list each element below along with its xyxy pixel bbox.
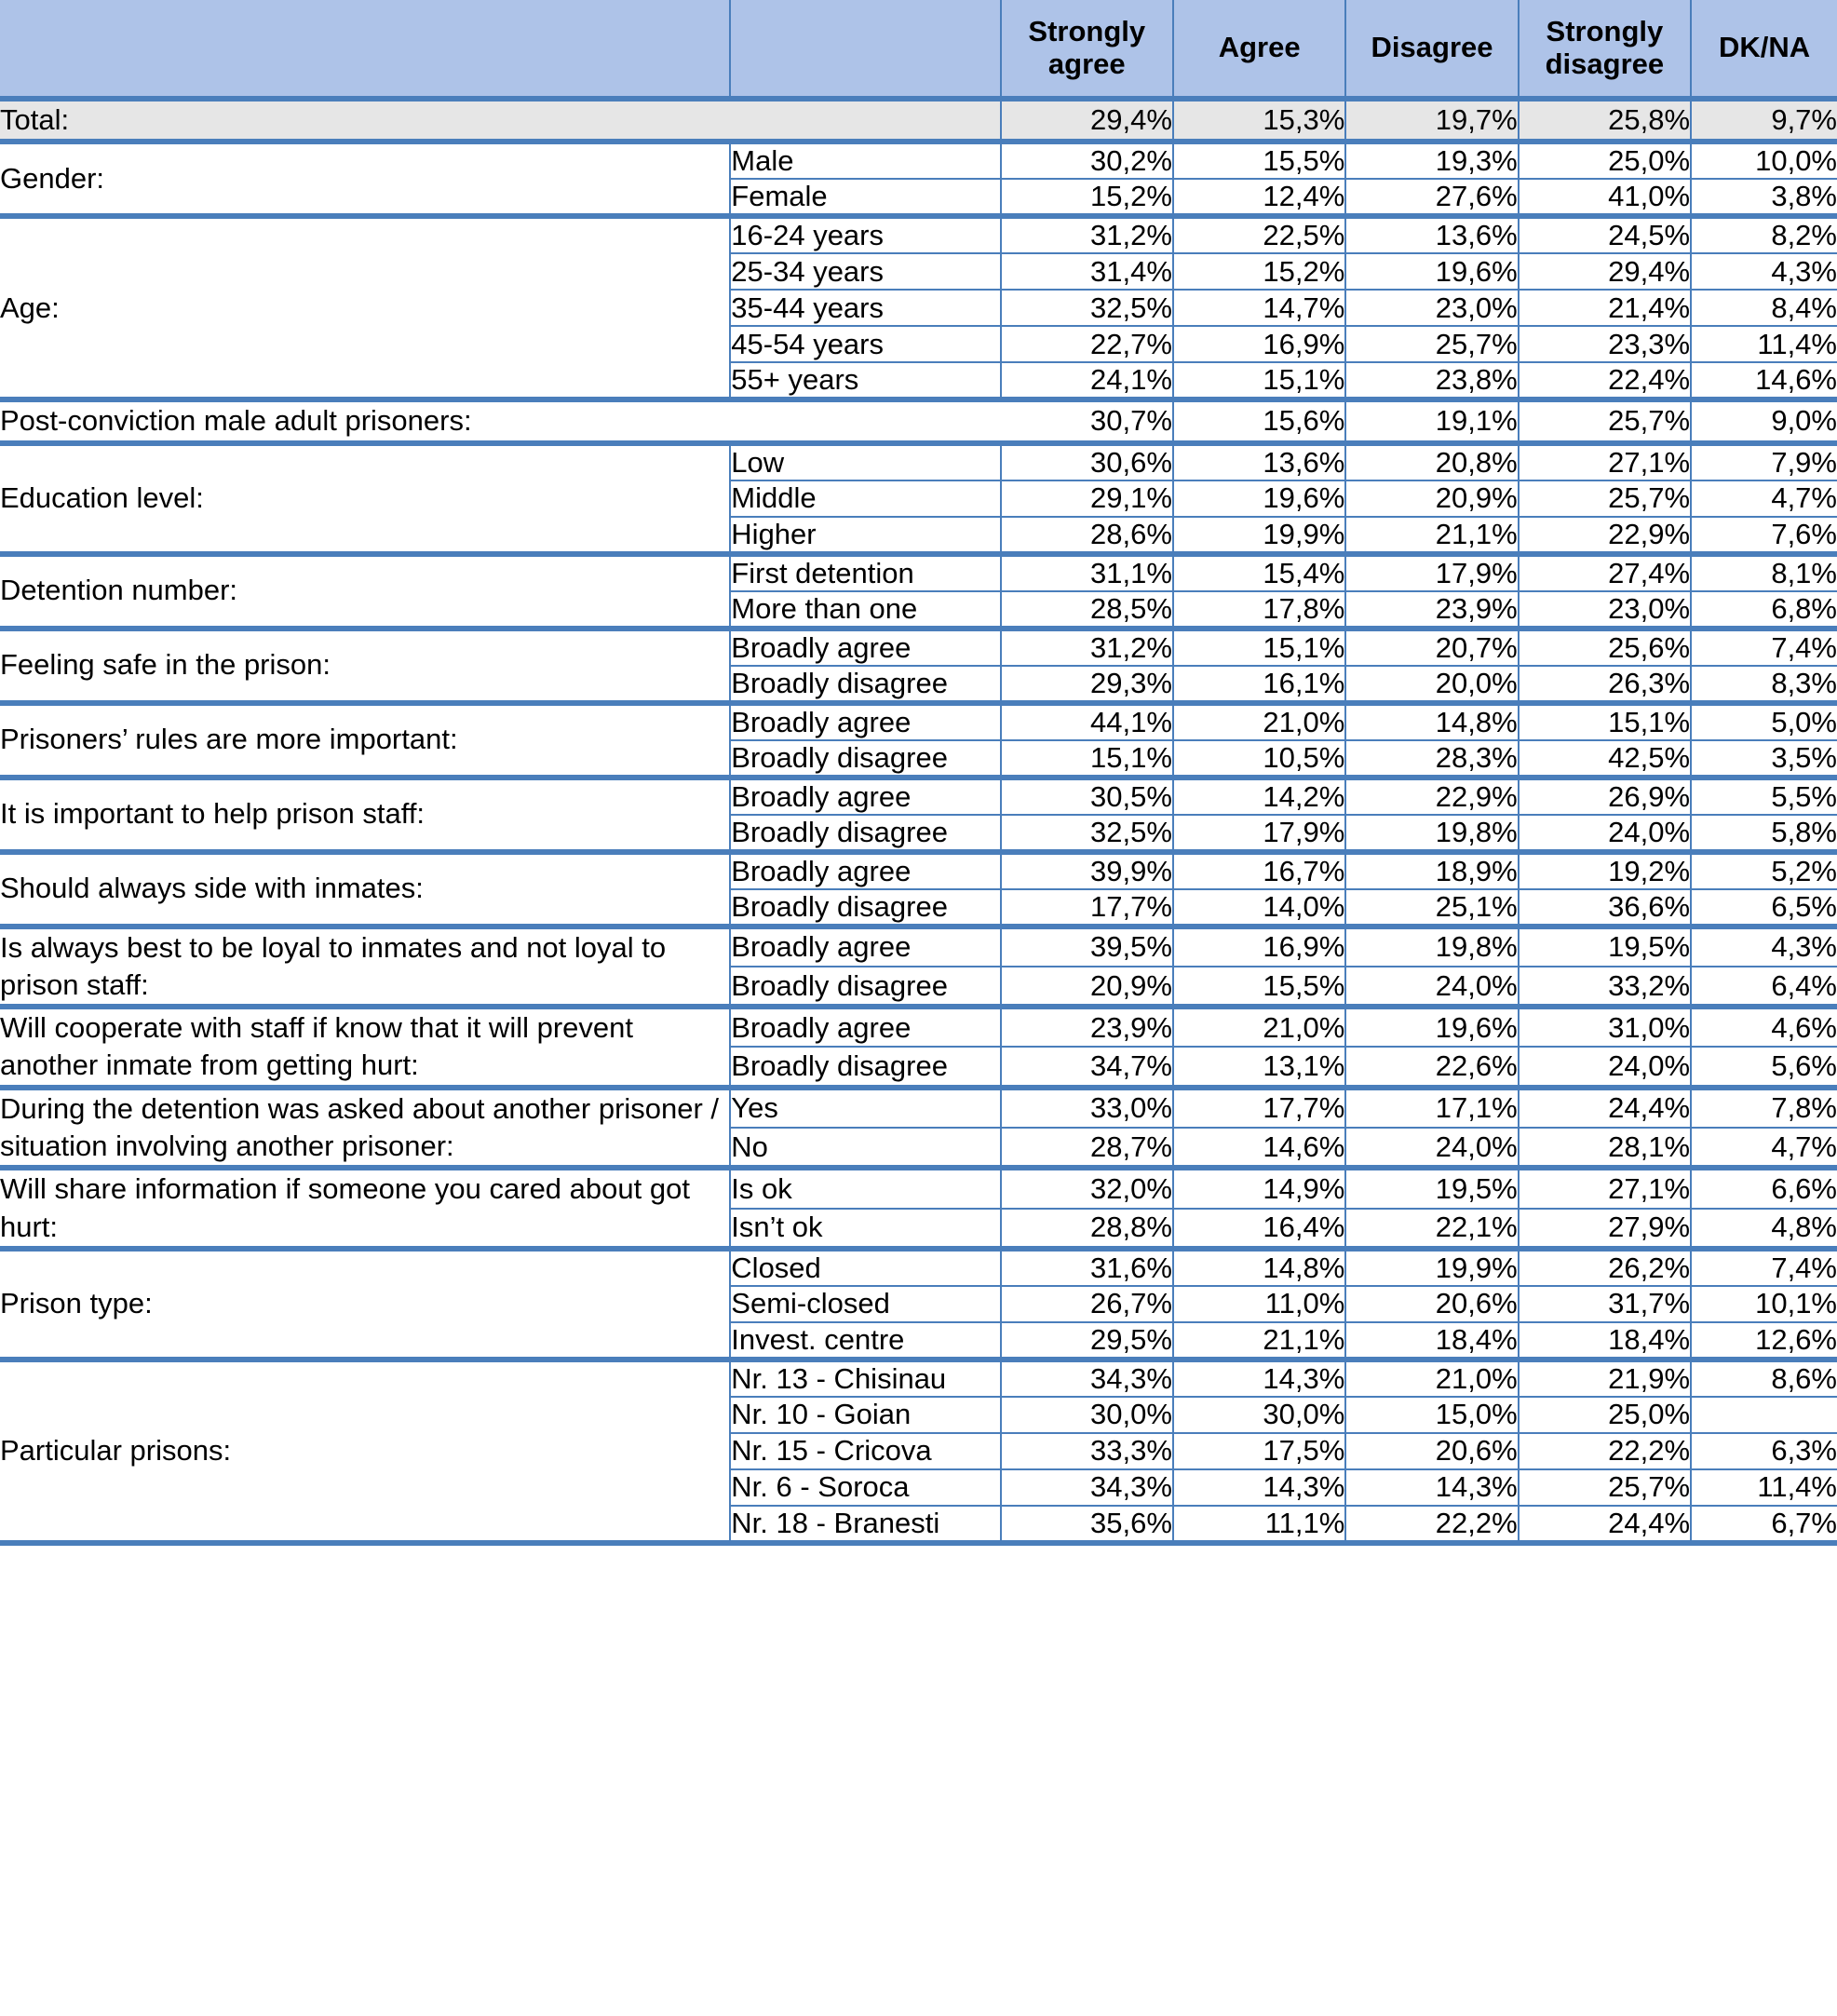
cell-value: 20,7%	[1345, 629, 1518, 666]
cell-value: 12,6%	[1691, 1322, 1837, 1360]
cell-value: 21,0%	[1173, 1007, 1345, 1047]
cell-value: 22,5%	[1173, 216, 1345, 253]
cell-value	[1691, 1397, 1837, 1433]
cell-value: 31,0%	[1519, 1007, 1691, 1047]
cell-value: 20,9%	[1345, 480, 1518, 517]
row-category-label: Feeling safe in the prison:	[0, 629, 730, 703]
row-category-label: Age:	[0, 216, 730, 399]
cell-value: 21,4%	[1519, 290, 1691, 326]
cell-value: 6,8%	[1691, 591, 1837, 629]
cell-value: 34,7%	[1001, 1047, 1173, 1087]
cell-value: 23,8%	[1345, 362, 1518, 399]
table-row	[0, 927, 1837, 967]
cell-value: 21,9%	[1519, 1360, 1691, 1397]
cell-value: 19,2%	[1519, 852, 1691, 889]
table-row	[0, 142, 1837, 179]
header-subcategory-blank	[730, 0, 1000, 99]
cell-value: 8,1%	[1691, 554, 1837, 591]
table-row	[0, 1007, 1837, 1047]
cell-value: 5,5%	[1691, 778, 1837, 815]
cell-value: 14,3%	[1173, 1469, 1345, 1506]
cell-value: 14,2%	[1173, 778, 1345, 815]
cell-value: 10,0%	[1691, 142, 1837, 179]
row-subcategory-label: Broadly disagree	[730, 740, 1000, 778]
cell-value: 4,3%	[1691, 927, 1837, 967]
cell-value: 11,4%	[1691, 1469, 1837, 1506]
cell-value: 14,9%	[1173, 1168, 1345, 1208]
row-subcategory-label: Yes	[730, 1088, 1000, 1128]
cell-value: 17,8%	[1173, 591, 1345, 629]
cell-value: 22,2%	[1345, 1506, 1518, 1543]
row-category-label: Will share information if someone you cared about got hurt:	[0, 1168, 730, 1249]
row-subcategory-label: First detention	[730, 554, 1000, 591]
cell-value: 14,0%	[1173, 889, 1345, 927]
cell-value: 15,5%	[1173, 142, 1345, 179]
cell-value: 24,0%	[1519, 1047, 1691, 1087]
cell-value: 14,6%	[1173, 1128, 1345, 1168]
cell-value: 21,0%	[1173, 703, 1345, 740]
cell-value: 6,6%	[1691, 1168, 1837, 1208]
row-category-label: Prison type:	[0, 1249, 730, 1360]
cell-value: 26,2%	[1519, 1249, 1691, 1286]
cell-value: 24,0%	[1345, 967, 1518, 1007]
cell-value: 25,7%	[1519, 1469, 1691, 1506]
cell-value: 23,3%	[1519, 326, 1691, 362]
row-subcategory-label: Broadly agree	[730, 703, 1000, 740]
cell-value: 39,5%	[1001, 927, 1173, 967]
cell-value: 22,6%	[1345, 1047, 1518, 1087]
row-subcategory-label: 25-34 years	[730, 253, 1000, 290]
cell-value: 19,8%	[1345, 815, 1518, 852]
cell-value: 39,9%	[1001, 852, 1173, 889]
cell-value: 15,5%	[1173, 967, 1345, 1007]
row-category-label: Is always best to be loyal to inmates and not loyal to prison staff:	[0, 927, 730, 1008]
cell-value: 29,1%	[1001, 480, 1173, 517]
cell-value: 6,5%	[1691, 889, 1837, 927]
row-subcategory-label: Broadly agree	[730, 1007, 1000, 1047]
table-row	[0, 443, 1837, 480]
cell-value: 21,1%	[1345, 517, 1518, 554]
cell-value: 31,6%	[1001, 1249, 1173, 1286]
cell-value: 22,9%	[1345, 778, 1518, 815]
row-subcategory-label: Broadly disagree	[730, 889, 1000, 927]
cell-value: 15,2%	[1001, 179, 1173, 216]
row-subcategory-label: Higher	[730, 517, 1000, 554]
cell-value: 20,8%	[1345, 443, 1518, 480]
cell-value: 30,7%	[1001, 399, 1173, 442]
cell-value: 24,4%	[1519, 1506, 1691, 1543]
cell-value: 16,4%	[1173, 1209, 1345, 1249]
cell-value: 23,9%	[1001, 1007, 1173, 1047]
row-subcategory-label: Male	[730, 142, 1000, 179]
cell-value: 25,0%	[1519, 1397, 1691, 1433]
cell-value: 25,6%	[1519, 629, 1691, 666]
cell-value: 19,6%	[1173, 480, 1345, 517]
header-agree: Agree	[1173, 0, 1345, 99]
cell-value: 32,0%	[1001, 1168, 1173, 1208]
cell-value: 28,8%	[1001, 1209, 1173, 1249]
cell-value: 17,9%	[1173, 815, 1345, 852]
cell-value: 27,9%	[1519, 1209, 1691, 1249]
cell-value: 22,1%	[1345, 1209, 1518, 1249]
cell-value: 8,6%	[1691, 1360, 1837, 1397]
cell-value: 10,1%	[1691, 1286, 1837, 1322]
cell-value: 15,1%	[1173, 362, 1345, 399]
table-row	[0, 554, 1837, 591]
cell-value: 30,2%	[1001, 142, 1173, 179]
cell-value: 6,4%	[1691, 967, 1837, 1007]
cell-value: 7,4%	[1691, 1249, 1837, 1286]
cell-value: 14,3%	[1345, 1469, 1518, 1506]
row-subcategory-label: Semi-closed	[730, 1286, 1000, 1322]
cell-value: 16,9%	[1173, 927, 1345, 967]
cell-value: 19,1%	[1345, 399, 1518, 442]
cell-value: 28,5%	[1001, 591, 1173, 629]
cell-value: 10,5%	[1173, 740, 1345, 778]
cell-value: 35,6%	[1001, 1506, 1173, 1543]
cell-value: 25,7%	[1345, 326, 1518, 362]
cell-value: 44,1%	[1001, 703, 1173, 740]
cell-value: 19,9%	[1173, 517, 1345, 554]
cell-value: 31,1%	[1001, 554, 1173, 591]
cell-value: 28,1%	[1519, 1128, 1691, 1168]
cell-value: 28,6%	[1001, 517, 1173, 554]
cell-value: 7,9%	[1691, 443, 1837, 480]
header-dk-na: DK/NA	[1691, 0, 1837, 99]
row-subcategory-label: Is ok	[730, 1168, 1000, 1208]
cell-value: 25,7%	[1519, 399, 1691, 442]
cell-value: 15,1%	[1173, 629, 1345, 666]
cell-value: 6,3%	[1691, 1433, 1837, 1469]
cell-value: 11,0%	[1173, 1286, 1345, 1322]
table-row	[0, 1168, 1837, 1208]
cell-value: 23,0%	[1345, 290, 1518, 326]
row-subcategory-label: Broadly disagree	[730, 815, 1000, 852]
table-row	[0, 703, 1837, 740]
cell-value: 14,3%	[1173, 1360, 1345, 1397]
cell-value: 5,2%	[1691, 852, 1837, 889]
cell-value: 7,6%	[1691, 517, 1837, 554]
cell-value: 20,6%	[1345, 1286, 1518, 1322]
cell-value: 15,0%	[1345, 1397, 1518, 1433]
row-subcategory-label: Female	[730, 179, 1000, 216]
cell-value: 18,4%	[1345, 1322, 1518, 1360]
cell-value: 14,7%	[1173, 290, 1345, 326]
cell-value: 25,8%	[1519, 99, 1691, 142]
cell-value: 18,9%	[1345, 852, 1518, 889]
cell-value: 24,1%	[1001, 362, 1173, 399]
header-disagree: Disagree	[1345, 0, 1518, 99]
cell-value: 24,0%	[1519, 815, 1691, 852]
cell-value: 15,3%	[1173, 99, 1345, 142]
cell-value: 26,7%	[1001, 1286, 1173, 1322]
cell-value: 19,6%	[1345, 253, 1518, 290]
cell-value: 22,4%	[1519, 362, 1691, 399]
cell-value: 17,5%	[1173, 1433, 1345, 1469]
cell-value: 19,5%	[1519, 927, 1691, 967]
cell-value: 11,1%	[1173, 1506, 1345, 1543]
row-subcategory-label: Middle	[730, 480, 1000, 517]
cell-value: 33,3%	[1001, 1433, 1173, 1469]
table-header	[0, 0, 1837, 99]
row-category-label: During the detention was asked about another prisoner / situation involving another prisoner:	[0, 1088, 730, 1169]
header-strongly-agree: Strongly agree	[1001, 0, 1173, 99]
cell-value: 23,9%	[1345, 591, 1518, 629]
table-row	[0, 852, 1837, 889]
cell-value: 16,7%	[1173, 852, 1345, 889]
table-row	[0, 1249, 1837, 1286]
table-row	[0, 216, 1837, 253]
cell-value: 9,7%	[1691, 99, 1837, 142]
cell-value: 31,2%	[1001, 629, 1173, 666]
row-subcategory-label: More than one	[730, 591, 1000, 629]
row-subcategory-label: Broadly disagree	[730, 967, 1000, 1007]
row-subcategory-label: Nr. 10 - Goian	[730, 1397, 1000, 1433]
cell-value: 21,0%	[1345, 1360, 1518, 1397]
row-subcategory-label: Isn’t ok	[730, 1209, 1000, 1249]
cell-value: 30,0%	[1001, 1397, 1173, 1433]
cell-value: 3,5%	[1691, 740, 1837, 778]
cell-value: 23,0%	[1519, 591, 1691, 629]
cell-value: 34,3%	[1001, 1469, 1173, 1506]
cell-value: 8,4%	[1691, 290, 1837, 326]
cell-value: 29,4%	[1001, 99, 1173, 142]
cell-value: 4,7%	[1691, 480, 1837, 517]
header-row	[0, 0, 1837, 99]
cell-value: 33,0%	[1001, 1088, 1173, 1128]
row-category-label: Gender:	[0, 142, 730, 216]
cell-value: 27,1%	[1519, 1168, 1691, 1208]
cell-value: 12,4%	[1173, 179, 1345, 216]
cell-value: 5,0%	[1691, 703, 1837, 740]
table-row	[0, 99, 1837, 142]
cell-value: 15,6%	[1173, 399, 1345, 442]
cell-value: 19,6%	[1345, 1007, 1518, 1047]
row-subcategory-label: 35-44 years	[730, 290, 1000, 326]
row-subcategory-label: Nr. 13 - Chisinau	[730, 1360, 1000, 1397]
table-row	[0, 399, 1837, 442]
cell-value: 31,7%	[1519, 1286, 1691, 1322]
row-subcategory-label: Broadly agree	[730, 927, 1000, 967]
cell-value: 8,3%	[1691, 666, 1837, 703]
cell-value: 31,2%	[1001, 216, 1173, 253]
row-subcategory-label: Broadly disagree	[730, 666, 1000, 703]
cell-value: 26,3%	[1519, 666, 1691, 703]
cell-value: 13,6%	[1173, 443, 1345, 480]
cell-value: 25,7%	[1519, 480, 1691, 517]
cell-value: 14,6%	[1691, 362, 1837, 399]
cell-value: 24,5%	[1519, 216, 1691, 253]
row-category-label: It is important to help prison staff:	[0, 778, 730, 852]
cell-value: 14,8%	[1345, 703, 1518, 740]
cell-value: 22,9%	[1519, 517, 1691, 554]
row-category-label: Prisoners’ rules are more important:	[0, 703, 730, 778]
cell-value: 28,7%	[1001, 1128, 1173, 1168]
cell-value: 25,1%	[1345, 889, 1518, 927]
row-subcategory-label: Nr. 15 - Cricova	[730, 1433, 1000, 1469]
cell-value: 8,2%	[1691, 216, 1837, 253]
cell-value: 4,8%	[1691, 1209, 1837, 1249]
cell-value: 19,5%	[1345, 1168, 1518, 1208]
cell-value: 25,0%	[1519, 142, 1691, 179]
cell-value: 21,1%	[1173, 1322, 1345, 1360]
cell-value: 27,6%	[1345, 179, 1518, 216]
cell-value: 15,1%	[1519, 703, 1691, 740]
table-row	[0, 629, 1837, 666]
table-body	[0, 99, 1837, 1543]
row-category-label: Post-conviction male adult prisoners:	[0, 399, 1001, 442]
cell-value: 29,3%	[1001, 666, 1173, 703]
cell-value: 19,3%	[1345, 142, 1518, 179]
cell-value: 24,4%	[1519, 1088, 1691, 1128]
row-subcategory-label: Broadly agree	[730, 629, 1000, 666]
cell-value: 30,0%	[1173, 1397, 1345, 1433]
row-subcategory-label: 55+ years	[730, 362, 1000, 399]
row-subcategory-label: Invest. centre	[730, 1322, 1000, 1360]
cell-value: 19,9%	[1345, 1249, 1518, 1286]
row-subcategory-label: 16-24 years	[730, 216, 1000, 253]
row-subcategory-label: No	[730, 1128, 1000, 1168]
cell-value: 26,9%	[1519, 778, 1691, 815]
cell-value: 17,7%	[1001, 889, 1173, 927]
cell-value: 29,4%	[1519, 253, 1691, 290]
cell-value: 20,9%	[1001, 967, 1173, 1007]
row-subcategory-label: Nr. 6 - Soroca	[730, 1469, 1000, 1506]
header-strongly-disagree: Strongly disagree	[1519, 0, 1691, 99]
row-subcategory-label: Nr. 18 - Branesti	[730, 1506, 1000, 1543]
row-category-label: Should always side with inmates:	[0, 852, 730, 927]
row-category-label: Total:	[0, 99, 1001, 142]
row-category-label: Education level:	[0, 443, 730, 554]
cell-value: 18,4%	[1519, 1322, 1691, 1360]
cell-value: 4,7%	[1691, 1128, 1837, 1168]
cell-value: 20,6%	[1345, 1433, 1518, 1469]
row-subcategory-label: Broadly agree	[730, 778, 1000, 815]
header-category-blank	[0, 0, 730, 99]
row-category-label: Will cooperate with staff if know that it will prevent another inmate from getting hurt:	[0, 1007, 730, 1088]
cell-value: 32,5%	[1001, 290, 1173, 326]
cell-value: 3,8%	[1691, 179, 1837, 216]
row-subcategory-label: Broadly disagree	[730, 1047, 1000, 1087]
row-category-label: Detention number:	[0, 554, 730, 629]
cell-value: 27,4%	[1519, 554, 1691, 591]
cell-value: 17,1%	[1345, 1088, 1518, 1128]
cell-value: 17,7%	[1173, 1088, 1345, 1128]
cell-value: 4,3%	[1691, 253, 1837, 290]
cell-value: 32,5%	[1001, 815, 1173, 852]
cell-value: 20,0%	[1345, 666, 1518, 703]
cell-value: 13,1%	[1173, 1047, 1345, 1087]
cell-value: 5,6%	[1691, 1047, 1837, 1087]
cell-value: 17,9%	[1345, 554, 1518, 591]
cell-value: 30,5%	[1001, 778, 1173, 815]
cell-value: 7,4%	[1691, 629, 1837, 666]
cell-value: 28,3%	[1345, 740, 1518, 778]
cell-value: 22,2%	[1519, 1433, 1691, 1469]
cell-value: 36,6%	[1519, 889, 1691, 927]
cell-value: 27,1%	[1519, 443, 1691, 480]
table-row	[0, 1360, 1837, 1397]
cell-value: 15,1%	[1001, 740, 1173, 778]
cell-value: 6,7%	[1691, 1506, 1837, 1543]
cell-value: 15,2%	[1173, 253, 1345, 290]
cell-value: 29,5%	[1001, 1322, 1173, 1360]
cell-value: 9,0%	[1691, 399, 1837, 442]
cell-value: 31,4%	[1001, 253, 1173, 290]
cell-value: 16,1%	[1173, 666, 1345, 703]
row-category-label: Particular prisons:	[0, 1360, 730, 1543]
cell-value: 16,9%	[1173, 326, 1345, 362]
table-row	[0, 778, 1837, 815]
cell-value: 15,4%	[1173, 554, 1345, 591]
table-row	[0, 1088, 1837, 1128]
row-subcategory-label: Broadly agree	[730, 852, 1000, 889]
row-subcategory-label: 45-54 years	[730, 326, 1000, 362]
cell-value: 13,6%	[1345, 216, 1518, 253]
cell-value: 5,8%	[1691, 815, 1837, 852]
cell-value: 14,8%	[1173, 1249, 1345, 1286]
cell-value: 22,7%	[1001, 326, 1173, 362]
cell-value: 11,4%	[1691, 326, 1837, 362]
cell-value: 30,6%	[1001, 443, 1173, 480]
cell-value: 42,5%	[1519, 740, 1691, 778]
cell-value: 24,0%	[1345, 1128, 1518, 1168]
cell-value: 34,3%	[1001, 1360, 1173, 1397]
row-subcategory-label: Closed	[730, 1249, 1000, 1286]
cell-value: 19,7%	[1345, 99, 1518, 142]
cell-value: 33,2%	[1519, 967, 1691, 1007]
cell-value: 19,8%	[1345, 927, 1518, 967]
cell-value: 4,6%	[1691, 1007, 1837, 1047]
row-subcategory-label: Low	[730, 443, 1000, 480]
cell-value: 41,0%	[1519, 179, 1691, 216]
cell-value: 7,8%	[1691, 1088, 1837, 1128]
